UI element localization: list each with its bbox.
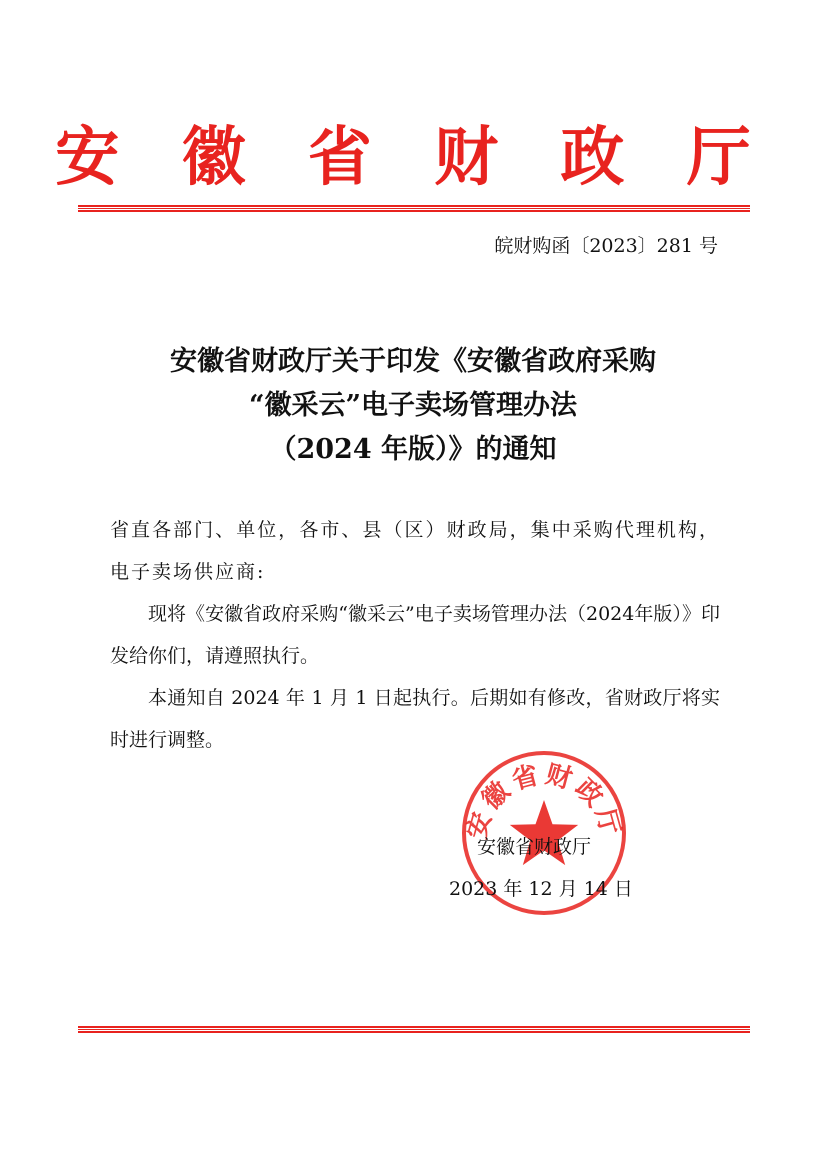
issue-date: 2023 年 12 月 14 日: [449, 878, 633, 900]
addressee-paragraph: 省直各部门、单位，各市、县（区）财政局，集中采购代理机构，电子卖场供应商:: [110, 519, 720, 583]
agency-title: 安 徽 省 财 政 厅: [55, 120, 771, 195]
body-paragraph-2: 本通知自 2024 年 1 月 1 日起执行。后期如有修改，省财政厅将实时进行调整。: [110, 687, 720, 751]
header-divider: [78, 205, 750, 212]
signer-name: 安徽省财政厅: [477, 836, 592, 858]
document-number: 皖财购函〔2023〕281 号: [494, 235, 718, 257]
body-paragraph-1: 现将《安徽省政府采购“徽采云”电子卖场管理办法（2024年版）》印发给你们，请遵照执行。: [110, 603, 720, 667]
document-body: [110, 509, 720, 761]
document-title: [0, 340, 826, 472]
footer-divider: [78, 1026, 750, 1033]
title-line-2: “徽采云”电子卖场管理办法: [248, 390, 578, 421]
title-line-3: （2024 年版）》的通知: [269, 434, 557, 465]
title-line-1: 安徽省财政厅关于印发《安徽省政府采购: [170, 346, 656, 377]
seal-text: 安徽省财政厅: [461, 759, 627, 843]
